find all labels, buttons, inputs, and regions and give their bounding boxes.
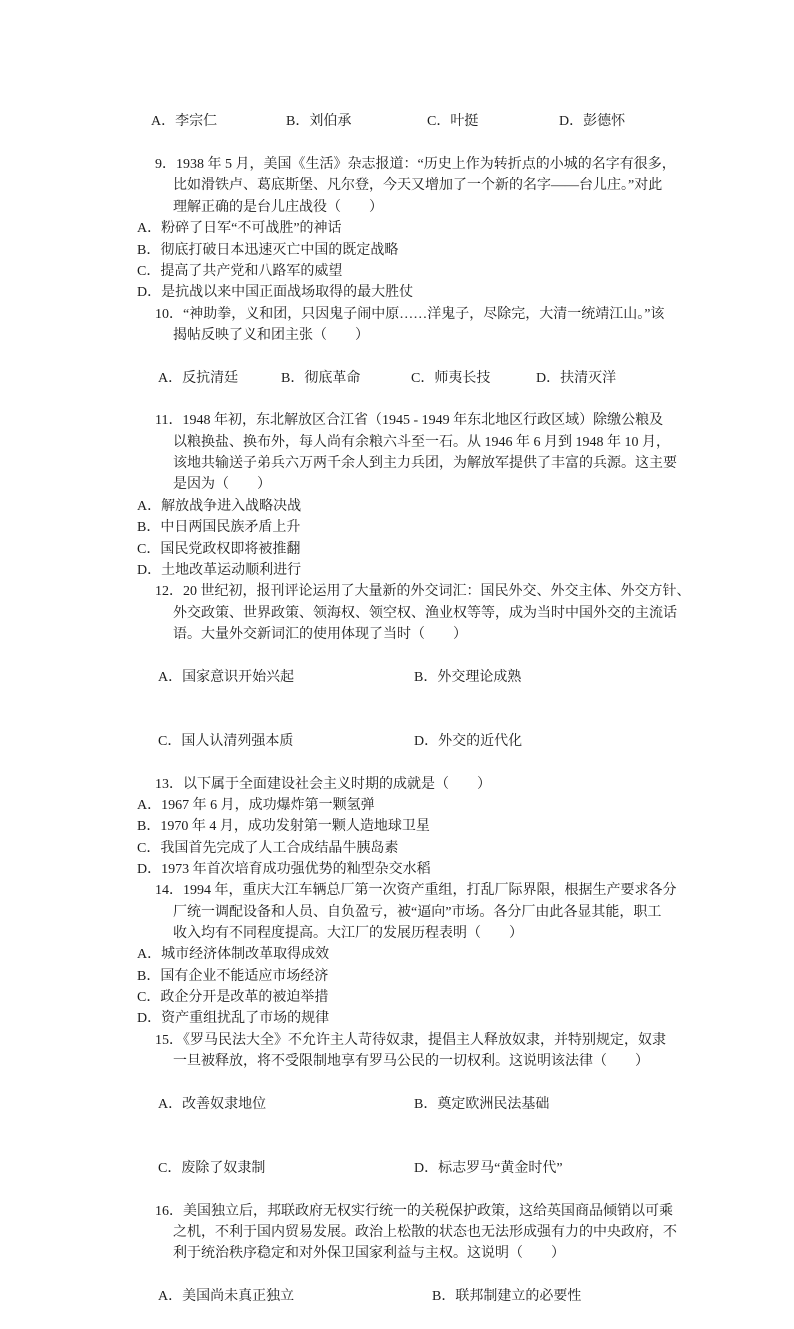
question-stem-line: 12．20 世纪初，报刊评论运用了大量新的外交词汇：国民外交、外交主体、外交方针、 bbox=[155, 584, 691, 600]
question-stem-line: 13．以下属于全面建设社会主义时期的成就是（ ） bbox=[155, 776, 491, 792]
option-d: D．标志罗马“黄金时代” bbox=[414, 1160, 563, 1176]
option-c: C．提高了共产党和八路军的威望 bbox=[137, 263, 343, 279]
question-stem-line: 收入均有不同程度提高。大江厂的发展历程表明（ ） bbox=[173, 926, 523, 942]
option-b: B．刘伯承 bbox=[286, 114, 352, 130]
option-b: B．外交理论成熟 bbox=[414, 669, 522, 685]
options-row bbox=[0, 1137, 794, 1201]
option-a: A．城市经济体制改革取得成效 bbox=[137, 947, 330, 963]
option-d: D．是抗战以来中国正面战场取得的最大胜仗 bbox=[137, 285, 414, 301]
question-16 bbox=[0, 1201, 794, 1329]
question-stem-line: 一旦被释放，将不受限制地享有罗马公民的一切权利。这说明该法律（ ） bbox=[173, 1054, 649, 1070]
option-a: A．解放战争进入战略决战 bbox=[137, 498, 302, 514]
question-stem-line: 语。大量外交新词汇的使用体现了当时（ ） bbox=[173, 626, 467, 642]
question-9 bbox=[0, 154, 794, 304]
question-stem-line: 14．1994 年，重庆大江车辆总厂第一次资产重组，打乱厂际界限，根据生产要求各分 bbox=[155, 883, 677, 899]
option-b: B．彻底革命 bbox=[281, 370, 361, 386]
option-d: D．外交的近代化 bbox=[414, 733, 523, 749]
option-a: A．1967 年 6 月，成功爆炸第一颗氢弹 bbox=[137, 797, 375, 813]
option-b: B．1970 年 4 月，成功发射第一颗人造地球卫星 bbox=[137, 819, 430, 835]
options-row bbox=[0, 1073, 794, 1137]
option-a: A．李宗仁 bbox=[151, 114, 218, 130]
options-row bbox=[0, 645, 794, 709]
question-stem-line: 理解正确的是台儿庄战役（ ） bbox=[173, 199, 383, 215]
options-row bbox=[0, 346, 794, 410]
option-d: D．资产重组扰乱了市场的规律 bbox=[137, 1011, 330, 1027]
option-c: C．政企分开是改革的被迫举措 bbox=[137, 990, 329, 1006]
option-d: D．1973 年首次培育成功强优势的籼型杂交水稻 bbox=[137, 861, 431, 877]
option-c: C．国人认清列强本质 bbox=[158, 733, 294, 749]
option-b: B．奠定欧洲民法基础 bbox=[414, 1096, 550, 1112]
option-b: B．中日两国民族矛盾上升 bbox=[137, 520, 301, 536]
option-a: A．粉碎了日军“不可战胜”的神话 bbox=[137, 221, 342, 237]
option-c: C．师夷长技 bbox=[411, 370, 491, 386]
question-14 bbox=[0, 880, 794, 1030]
question-stem-line: 15．《罗马民法大全》不允许主人苛待奴隶，提倡主人释放奴隶，并特别规定，奴隶 bbox=[155, 1032, 666, 1048]
prev-question-options-row bbox=[0, 90, 794, 154]
question-12 bbox=[0, 581, 794, 773]
question-13 bbox=[0, 774, 794, 881]
question-stem-line: 是因为（ ） bbox=[173, 477, 271, 493]
option-c: C．国民党政权即将被推翻 bbox=[137, 541, 301, 557]
question-15 bbox=[0, 1030, 794, 1201]
question-stem-line: 比如滑铁卢、葛底斯堡、凡尔登，今天又增加了一个新的名字——台儿庄。”对此 bbox=[173, 178, 663, 194]
option-a: A．改善奴隶地位 bbox=[158, 1096, 267, 1112]
question-stem-line: 外交政策、世界政策、领海权、领空权、渔业权等等，成为当时中国外交的主流话 bbox=[173, 605, 677, 621]
options-row bbox=[0, 1265, 794, 1329]
question-stem-line: 利于统治秩序稳定和对外保卫国家利益与主权。这说明（ ） bbox=[173, 1246, 565, 1262]
option-d: D．扶清灭洋 bbox=[536, 370, 617, 386]
question-stem-line: 11．1948 年初，东北解放区合江省（1945 - 1949 年东北地区行政区域）除缴公粮及 bbox=[155, 413, 664, 429]
question-stem-line: 16．美国独立后，邦联政府无权实行统一的关税保护政策，这给英国商品倾销以可乘 bbox=[155, 1203, 673, 1219]
option-a: A．反抗清廷 bbox=[158, 370, 239, 386]
question-stem-line: 9．1938 年 5 月，美国《生活》杂志报道：“历史上作为转折点的小城的名字有很多， bbox=[155, 157, 676, 173]
option-b: B．国有企业不能适应市场经济 bbox=[137, 968, 329, 984]
question-stem-line: 10．“神助拳，义和团，只因鬼子闹中原……洋鬼子，尽除完，大清一统靖江山。”该 bbox=[155, 306, 665, 322]
question-stem-line: 厂统一调配设备和人员、自负盈亏，被“逼向”市场。各分厂由此各显其能，职工 bbox=[173, 904, 662, 920]
question-stem-line: 以粮换盐、换布外，每人尚有余粮六斗至一石。从 1946 年 6 月到 1948 年 10 月， bbox=[173, 434, 670, 450]
option-d: D．土地改革运动顺利进行 bbox=[137, 562, 302, 578]
question-10 bbox=[0, 304, 794, 411]
option-b: B．彻底打破日本迅速灭亡中国的既定战略 bbox=[137, 242, 399, 258]
option-a: A．国家意识开始兴起 bbox=[158, 669, 295, 685]
question-stem-line: 该地共输送子弟兵六万两千余人到主力兵团，为解放军提供了丰富的兵源。这主要 bbox=[173, 456, 677, 472]
options-row bbox=[0, 709, 794, 773]
option-c: C．我国首先完成了人工合成结晶牛胰岛素 bbox=[137, 840, 399, 856]
question-11 bbox=[0, 410, 794, 581]
option-c: C．废除了奴隶制 bbox=[158, 1160, 266, 1176]
question-stem-line: 之机，不利于国内贸易发展。政治上松散的状态也无法形成强有力的中央政府，不 bbox=[173, 1225, 677, 1241]
option-b: B．联邦制建立的必要性 bbox=[432, 1289, 582, 1305]
option-c: C．叶挺 bbox=[427, 114, 479, 130]
question-stem-line: 揭帖反映了义和团主张（ ） bbox=[173, 327, 369, 343]
option-a: A．美国尚未真正独立 bbox=[158, 1289, 295, 1305]
option-d: D．彭德怀 bbox=[559, 114, 626, 130]
